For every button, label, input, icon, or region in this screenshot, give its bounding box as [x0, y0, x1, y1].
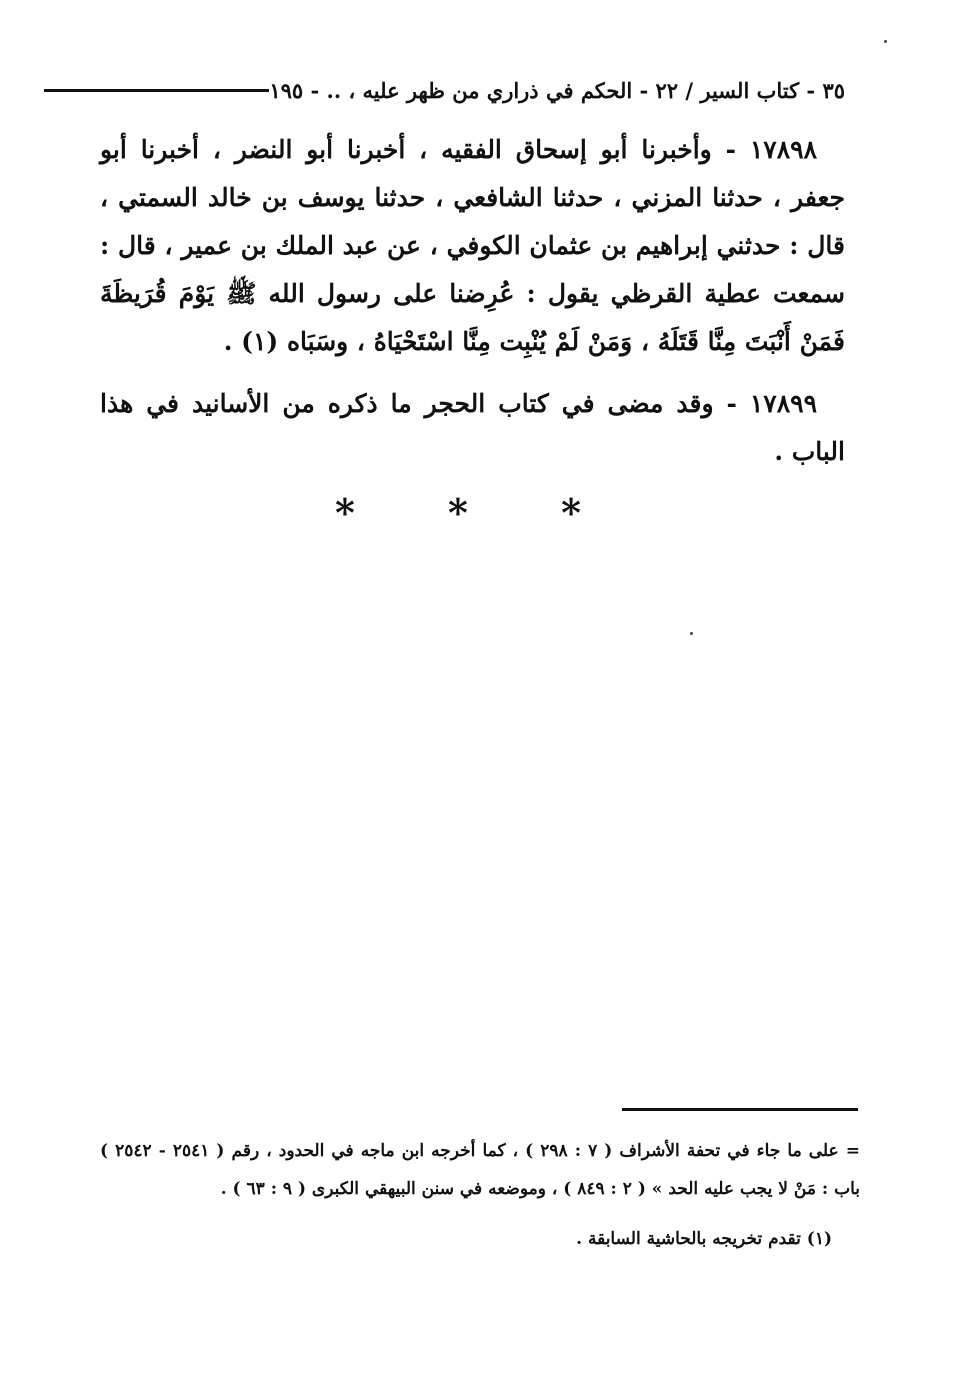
scan-speck [690, 632, 693, 635]
section-separator: * * * [334, 490, 622, 535]
footnotes [100, 1132, 860, 1258]
running-header [100, 72, 845, 108]
header-rule [44, 89, 269, 92]
footnote-continuation: = على ما جاء في تحفة الأشراف ( ٧ : ٢٩٨ ) ، كما أخرجه ابن ماجه في الحدود ، رقم ( ٢٥٤١ - ٢٥٤٢ ) باب : مَنْ لا يجب عليه الحد » ( ٢ : ٨٤٩ ) ، وموضعه في سنن البيهقي الكبرى ( ٩ : ٦٣ ) . [100, 1141, 860, 1199]
scan-speck [884, 40, 887, 43]
main-text [100, 126, 845, 490]
footnote-rule [622, 1108, 858, 1111]
running-title: ٣٥ - كتاب السير / ٢٢ - الحكم في ذراري من ظهر عليه ، .. - ١٩٥ [269, 77, 845, 103]
hadith-17899: ١٧٨٩٩ - وقد مضى في كتاب الحجر ما ذكره من الأسانيد في هذا الباب . [100, 389, 845, 466]
footnote-1: (١) تقدم تخريجه بالحاشية السابقة . [576, 1229, 832, 1249]
hadith-17898: ١٧٨٩٨ - وأخبرنا أبو إسحاق الفقيه ، أخبرنا أبو النضر ، أخبرنا أبو جعفر ، حدثنا المزني ، حدثنا الشافعي ، حدثنا يوسف بن خالد السمتي ، قال : حدثني إبراهيم بن عثمان الكوفي ، عن عبد الملك بن عمير ، قال : سمعت عطية القرظي يقول : عُرِضنا على رسول الله ﷺ يَوْمَ قُرَيظَةَ فَمَنْ أَنْبَتَ مِنَّا قَتَلَهُ ، وَمَنْ لَمْ يُنْبِت مِنَّا اسْتَحْيَاهُ ، وسَبَاه (١) . [100, 135, 845, 356]
